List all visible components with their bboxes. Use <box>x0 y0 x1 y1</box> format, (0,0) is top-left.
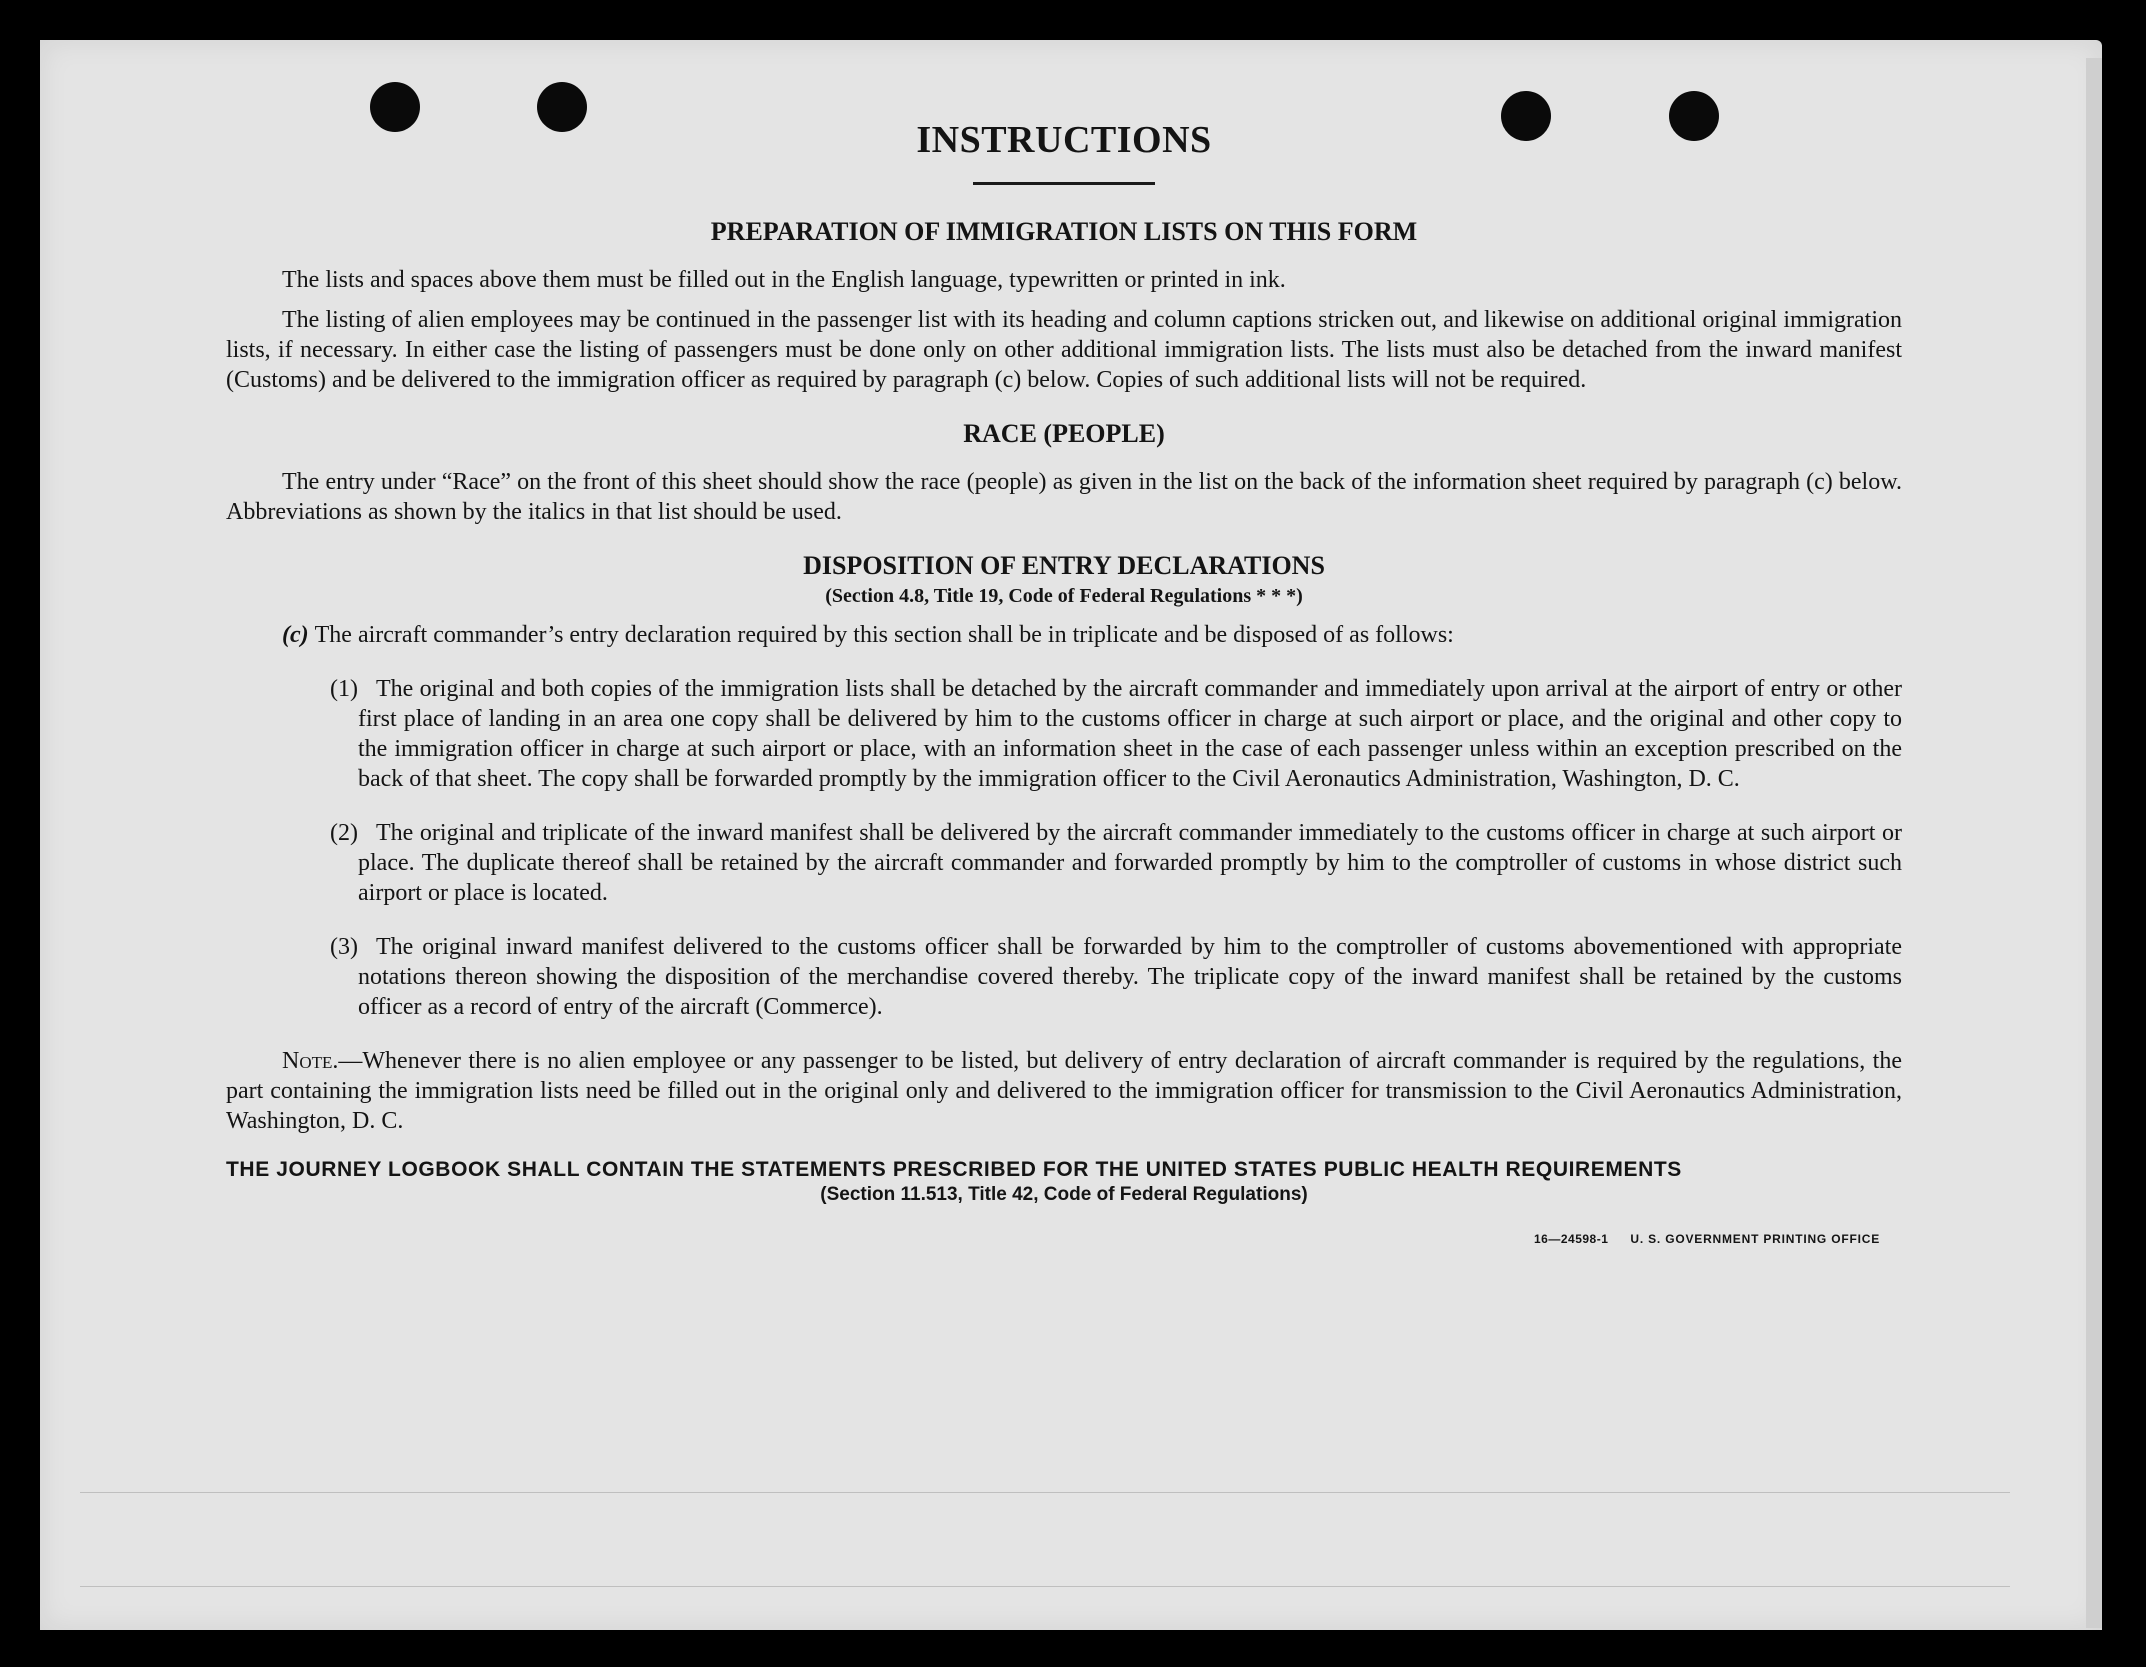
item-text: The original and triplicate of the inward manifest shall be delivered by the aircraft commander immediately to the customs officer in charge at such airport or place. The duplicate thereof shall be retained by the aircraft commander and forwarded promptly by him to the comptroller of customs in whose district such airport or place is located. <box>358 820 1902 906</box>
race-paragraph: The entry under “Race” on the front of this sheet should show the race (people) as given in the list on the back of the information sheet required by paragraph (c) below. Abbreviations as shown by the italics in that list should be used. <box>226 469 1902 525</box>
item-number: (2) <box>330 820 358 846</box>
disposition-item-1 <box>330 674 1902 794</box>
note-paragraph <box>226 1046 1902 1136</box>
intro-text: The aircraft commander’s entry declaration required by this section shall be in triplicate and be disposed of as follows: <box>314 622 1454 648</box>
note-label: Note. <box>282 1048 339 1074</box>
instructions-content <box>226 118 1902 1266</box>
disposition-reference: (Section 4.8, Title 19, Code of Federal Regulations * * *) <box>825 585 1303 607</box>
item-text: The original and both copies of the immigration lists shall be detached by the aircraft commander and immediately upon arrival at the airport of entry or other first place of landing in an area one copy shall be delivered by him to the customs officer in charge at such airport or place, and the original and other copy to the immigration officer in charge at such airport or place, with an information sheet in the case of each passenger unless within an exception prescribed on the back of that sheet. The copy shall be forwarded promptly by the immigration officer to the Civil Aeronautics Administration, Washington, D. C. <box>358 676 1902 792</box>
printing-footer <box>1534 1232 1880 1246</box>
footer-area <box>226 1226 1902 1266</box>
item-number: (3) <box>330 934 358 960</box>
preparation-heading: PREPARATION OF IMMIGRATION LISTS ON THIS FORM <box>710 217 1418 246</box>
disposition-item-3 <box>330 932 1902 1022</box>
disposition-heading: DISPOSITION OF ENTRY DECLARATIONS <box>803 551 1325 580</box>
item-text: The original inward manifest delivered to the customs officer shall be forwarded by him to the comptroller of customs abovementioned with appropriate notations thereon showing the disposition of the merchandise covered thereby. The triplicate copy of the inward manifest shall be retained by the customs officer as a record of entry of the aircraft (Commerce). <box>358 934 1902 1020</box>
page-title: INSTRUCTIONS <box>916 119 1212 161</box>
disposition-item-2 <box>330 818 1902 908</box>
printing-office: U. S. GOVERNMENT PRINTING OFFICE <box>1630 1232 1880 1246</box>
intro-label: (c) <box>282 622 309 648</box>
logbook-statement: THE JOURNEY LOGBOOK SHALL CONTAIN THE STATEMENTS PRESCRIBED FOR THE UNITED STATES PUBLIC HEALTH REQUIREMENTS <box>226 1158 1682 1181</box>
note-text: —Whenever there is no alien employee or any passenger to be listed, but delivery of entry declaration of aircraft commander is required by the regulations, the part containing the immigration lists need be filled out in the original only and delivered to the immigration officer for transmission to the Civil Aeronautics Administration, Washington, D. C. <box>226 1048 1902 1134</box>
bleed-through-line <box>80 1492 2010 1493</box>
disposition-intro <box>226 620 1902 650</box>
preparation-paragraph-1: The lists and spaces above them must be filled out in the English language, typewritten or printed in ink. <box>282 267 1286 293</box>
bleed-through-line <box>80 1586 2010 1587</box>
title-rule <box>973 182 1155 185</box>
form-code: 16—24598-1 <box>1534 1232 1609 1246</box>
item-number: (1) <box>330 676 358 702</box>
sheet-edge <box>2086 58 2102 1628</box>
preparation-paragraph-2: The listing of alien employees may be continued in the passenger list with its heading and column captions stricken out, and likewise on additional original immigration lists, if necessary. In either case the listing of passengers must be done only on other additional immigration lists. The lists must also be detached from the inward manifest (Customs) and be delivered to the immigration officer as required by paragraph (c) below. Copies of such additional lists will not be required. <box>226 307 1902 393</box>
logbook-reference: (Section 11.513, Title 42, Code of Federal Regulations) <box>820 1184 1308 1205</box>
race-heading: RACE (PEOPLE) <box>963 419 1165 448</box>
